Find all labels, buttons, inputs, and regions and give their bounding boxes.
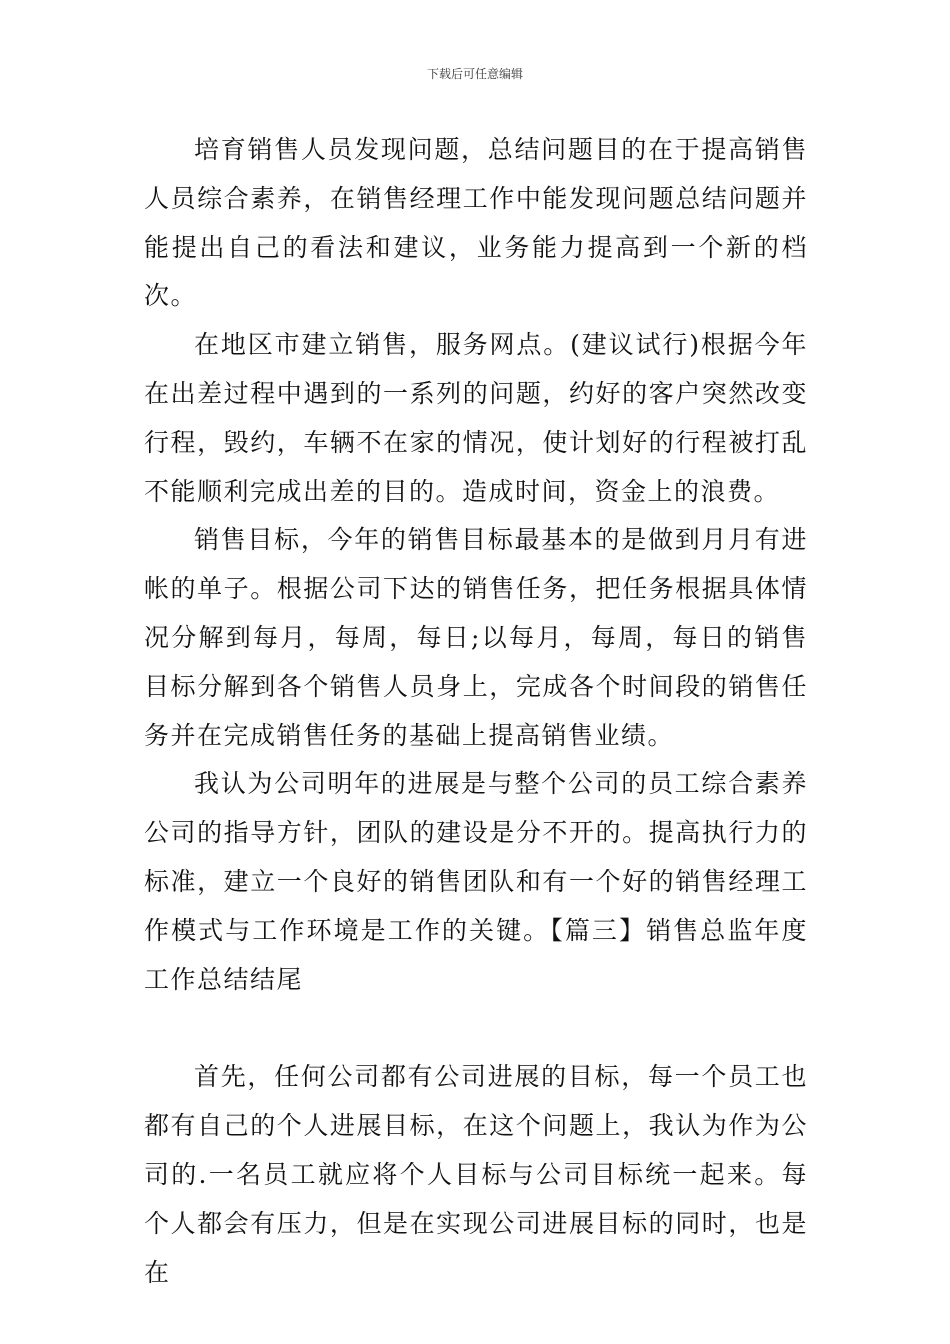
document-body bbox=[144, 126, 808, 1297]
paragraph-2: 在地区市建立销售，服务网点。(建议试行)根据今年在出差过程中遇到的一系列的问题，约好的客户突然改变行程，毁约，车辆不在家的情况，使计划好的行程被打乱不能顺利完成出差的目的。造成时间，资金上的浪费。 bbox=[144, 330, 808, 506]
paragraph-3: 销售目标，今年的销售目标最基本的是做到月月有进帐的单子。根据公司下达的销售任务，把任务根据具体情况分解到每月，每周，每日;以每月，每周，每日的销售目标分解到各个销售人员身上，完成各个时间段的销售任务并在完成销售任务的基础上提高销售业绩。 bbox=[144, 525, 808, 750]
paragraph-1: 培育销售人员发现问题，总结问题目的在于提高销售人员综合素养，在销售经理工作中能发现问题总结问题并能提出自己的看法和建议，业务能力提高到一个新的档次。 bbox=[144, 135, 808, 311]
paragraph-5: 首先，任何公司都有公司进展的目标，每一个员工也都有自己的个人进展目标，在这个问题上，我认为作为公司的.一名员工就应将个人目标与公司目标统一起来。每个人都会有压力，但是在实现公司进展目标的同时，也是在 bbox=[144, 1062, 808, 1287]
page-header: 下载后可任意编辑 bbox=[426, 67, 523, 81]
paragraph-4: 我认为公司明年的进展是与整个公司的员工综合素养公司的指导方针，团队的建设是分不开的。提高执行力的标准，建立一个良好的销售团队和有一个好的销售经理工作模式与工作环境是工作的关键。【篇三】销售总监年度工作总结结尾 bbox=[144, 769, 808, 994]
